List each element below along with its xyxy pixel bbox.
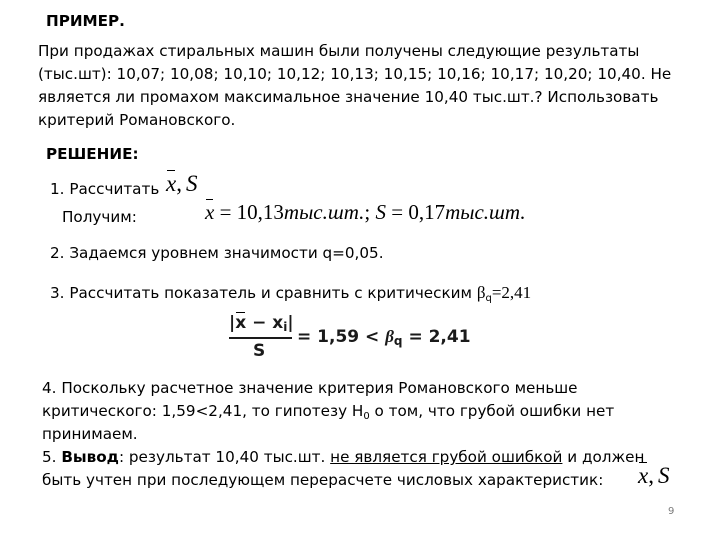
step1-symbols: x, S — [166, 171, 198, 196]
problem-line-4: критерий Романовского. — [38, 111, 236, 129]
problem-line-3: является ли промахом максимальное значение 10,40 тыс.шт.? Использовать — [38, 88, 659, 106]
solution-heading: РЕШЕНИЕ: — [46, 145, 139, 163]
step5-line-1: 5. Вывод: результат 10,40 тыс.шт. не является грубой ошибкой и должен — [42, 448, 645, 466]
step1-label: 1. Рассчитать — [50, 180, 160, 198]
step4-line-3: принимаем. — [42, 425, 138, 443]
step4-line-2: критического: 1,59<2,41, то гипотезу $H_0$ о том, что грубой ошибки нет — [42, 402, 615, 422]
step1-got: Получим: — [62, 208, 137, 226]
heading: ПРИМЕР. — [46, 12, 125, 30]
step2: 2. Задаемся уровнем значимости q=0,05. — [50, 244, 384, 262]
page-number: 9 — [668, 506, 675, 517]
problem-line-2: (тыс.шт): 10,07; 10,08; 10,10; 10,12; 10,13; 10,15; 10,16; 10,17; 10,20; 10,40. Не — [38, 65, 672, 83]
final-symbols: x, S — [638, 463, 670, 488]
step5-line-2: быть учтен при последующем перерасчете числовых характеристик: — [42, 471, 604, 489]
ratio-fraction-bar — [229, 337, 292, 339]
step4-line-1: 4. Поскольку расчетное значение критерия Романовского меньше — [42, 379, 578, 397]
ratio-result: = $1,59 < \beta_q = 2,41$ — [297, 327, 471, 348]
ratio-numerator: $|x - x_i|$ — [229, 313, 294, 334]
ratio-denominator: S — [253, 341, 266, 361]
problem-line-1: При продажах стиральных машин были получены следующие результаты — [38, 42, 640, 60]
step1-formula: x = 10,13тыс.шт.; S = 0,17тыс.шт. — [205, 200, 526, 224]
step3: 3. Рассчитать показатель и сравнить с критическим $\beta_q=2,41$ — [50, 283, 532, 304]
